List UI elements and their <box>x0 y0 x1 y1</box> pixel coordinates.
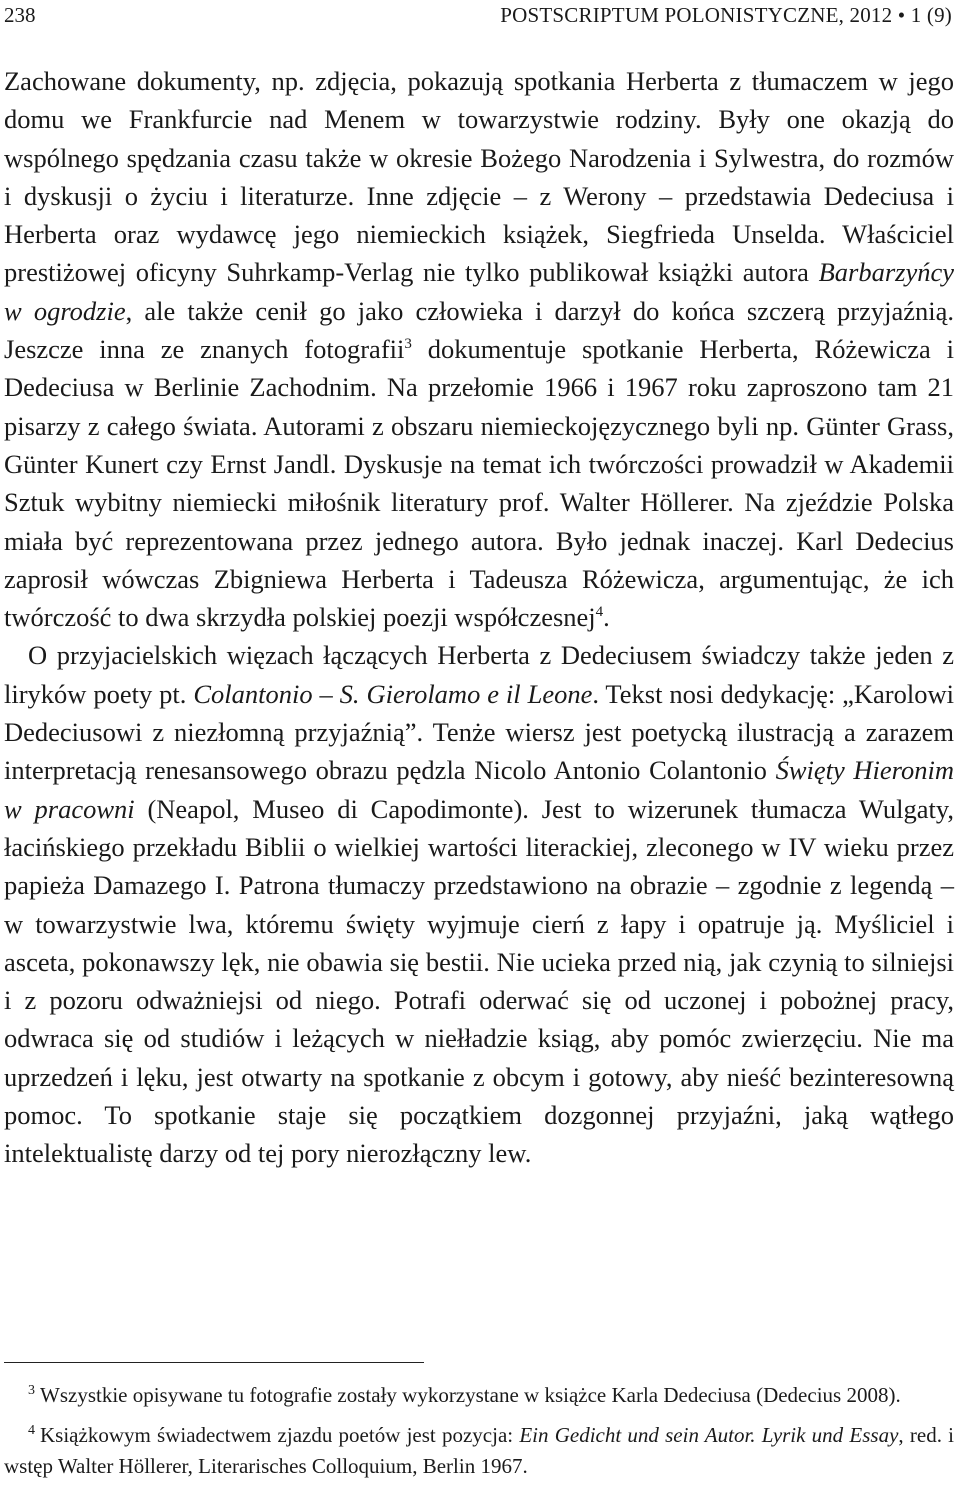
footnote-number: 4 <box>28 1423 35 1438</box>
footnote-divider <box>4 1362 424 1363</box>
paragraph-1 <box>4 62 954 636</box>
paragraph-2 <box>4 636 954 1172</box>
footnote-number: 3 <box>28 1383 35 1398</box>
publication-title: Ein Gedicht und sein Autor. Lyrik und Essay <box>519 1423 899 1447</box>
paragraph-text: . Tekst nosi dedykację: „Karolowi Dedeciusowi z niezłomną przyjaźnią”. Tenże wiersz jest poetycką ilustracją a zarazem interpretacją renesansowego obrazu pędzla Nicolo Antonio Colantonio <box>4 678 954 786</box>
footnotes <box>4 1380 954 1491</box>
book-title: Barbarzyńcy w ogrodzie <box>4 257 954 326</box>
painting-title: Święty Hieronim w pracowni <box>4 755 955 824</box>
footnote-text: Wszystkie opisywane tu fotografie zostały wykorzystane w książce Karla Dedeciusa (Dedecius 2008). <box>40 1383 901 1407</box>
footnote-reference[interactable]: 3 <box>404 336 412 353</box>
paragraph-text: (Neapol, Museo di Capodimonte). Jest to wizerunek tłumacza Wulgaty, łacińskiego przekładu Biblii o wielkiej wartości literackiej, zleconego w IV wieku przez papieża Damazego I. Patrona tłumaczy przedstawiono na obrazie – zgodnie z legendą – w towarzystwie lwa, któremu święty wyjmuje cierń z łapy i opatruje ją. Myśliciel i asceta, pokonawszy lęk, nie obawia się bestii. Nie ucieka przed nią, jak czynią to silniejsi i z pozoru odważniejsi od niego. Potrafi oderwać się od uczonej i pobożnej pracy, odwraca się od studiów i leżących w niełładzie ksiąg, aby pomóc zwierzęciu. Nie ma uprzedzeń i lęku, jest otwarty na spotkanie z obcym i gotowy, aby nieść bezinteresowną pomoc. To spotkanie staje się początkiem dozgonnej przyjaźni, jaką wątłego intelektualistę darzy od tej pory nierozłączny lew. <box>4 793 954 1169</box>
footnote-4 <box>4 1420 954 1482</box>
footnote-text: Książkowym świadectwem zjazdu poetów jest pozycja: <box>40 1423 520 1447</box>
footnote-reference[interactable]: 4 <box>595 604 604 621</box>
paragraph-text: Zachowane dokumenty, np. zdjęcia, pokazują spotkania Herberta z tłumaczem w jego domu we Frankfurcie nad Menem w towarzystwie rodziny. Były one okazją do wspólnego spędzania czasu także w okresie Bożego Narodzenia i Sylwestra, do rozmów i dyskusji o życiu i literaturze. Inne zdjęcie – z Werony – przedstawia Dedeciusa i Herberta oraz wydawcę jego niemieckich książek, Siegfrieda Unselda. Właściciel prestiżowej oficyny Suhrkamp-Verlag nie tylko publikował książki autora <box>4 66 954 288</box>
page-header <box>0 0 960 36</box>
running-head: POSTSCRIPTUM POLONISTYCZNE, 2012 • 1 (9) <box>500 3 952 27</box>
footnote-3 <box>4 1380 954 1411</box>
paragraph-text: . <box>603 602 610 633</box>
page-number: 238 <box>4 3 36 27</box>
article-body <box>4 62 954 1173</box>
footnote-text: , red. i wstęp Walter Höllerer, Literarisches Colloquium, Berlin 1967. <box>4 1423 954 1478</box>
paragraph-text: O przyjacielskich więzach łączących Herberta z Dedeciusem świadczy także jeden z liryków poety pt. <box>4 640 954 709</box>
paragraph-text: dokumentuje spotkanie Herberta, Różewicza i Dedeciusa w Berlinie Zachodnim. Na przełomie 1966 i 1967 roku zaproszono tam 21 pisarzy z całego świata. Autorami z obszaru niemieckojęzycznego byli np. Günter Grass, Günter Kunert czy Ernst Jandl. Dyskusje na temat ich twórczości prowadził w Akademii Sztuk wybitny niemiecki miłośnik literatury prof. Walter Höllerer. Na zjeździe Polska miała być reprezentowana przez jednego autora. Było jednak inaczej. Karl Dedecius zaprosił wówczas Zbigniewa Herberta i Tadeusza Różewicza, argumentując, że ich twórczość to dwa skrzydła polskiej poezji współczesnej <box>4 334 954 633</box>
poem-title: Colantonio – S. Gierolamo e il Leone <box>193 678 593 709</box>
paragraph-text: , ale także cenił go jako człowieka i darzył do końca szczerą przyjaźnią. Jeszcze inna ze znanych fotografii <box>4 295 954 365</box>
